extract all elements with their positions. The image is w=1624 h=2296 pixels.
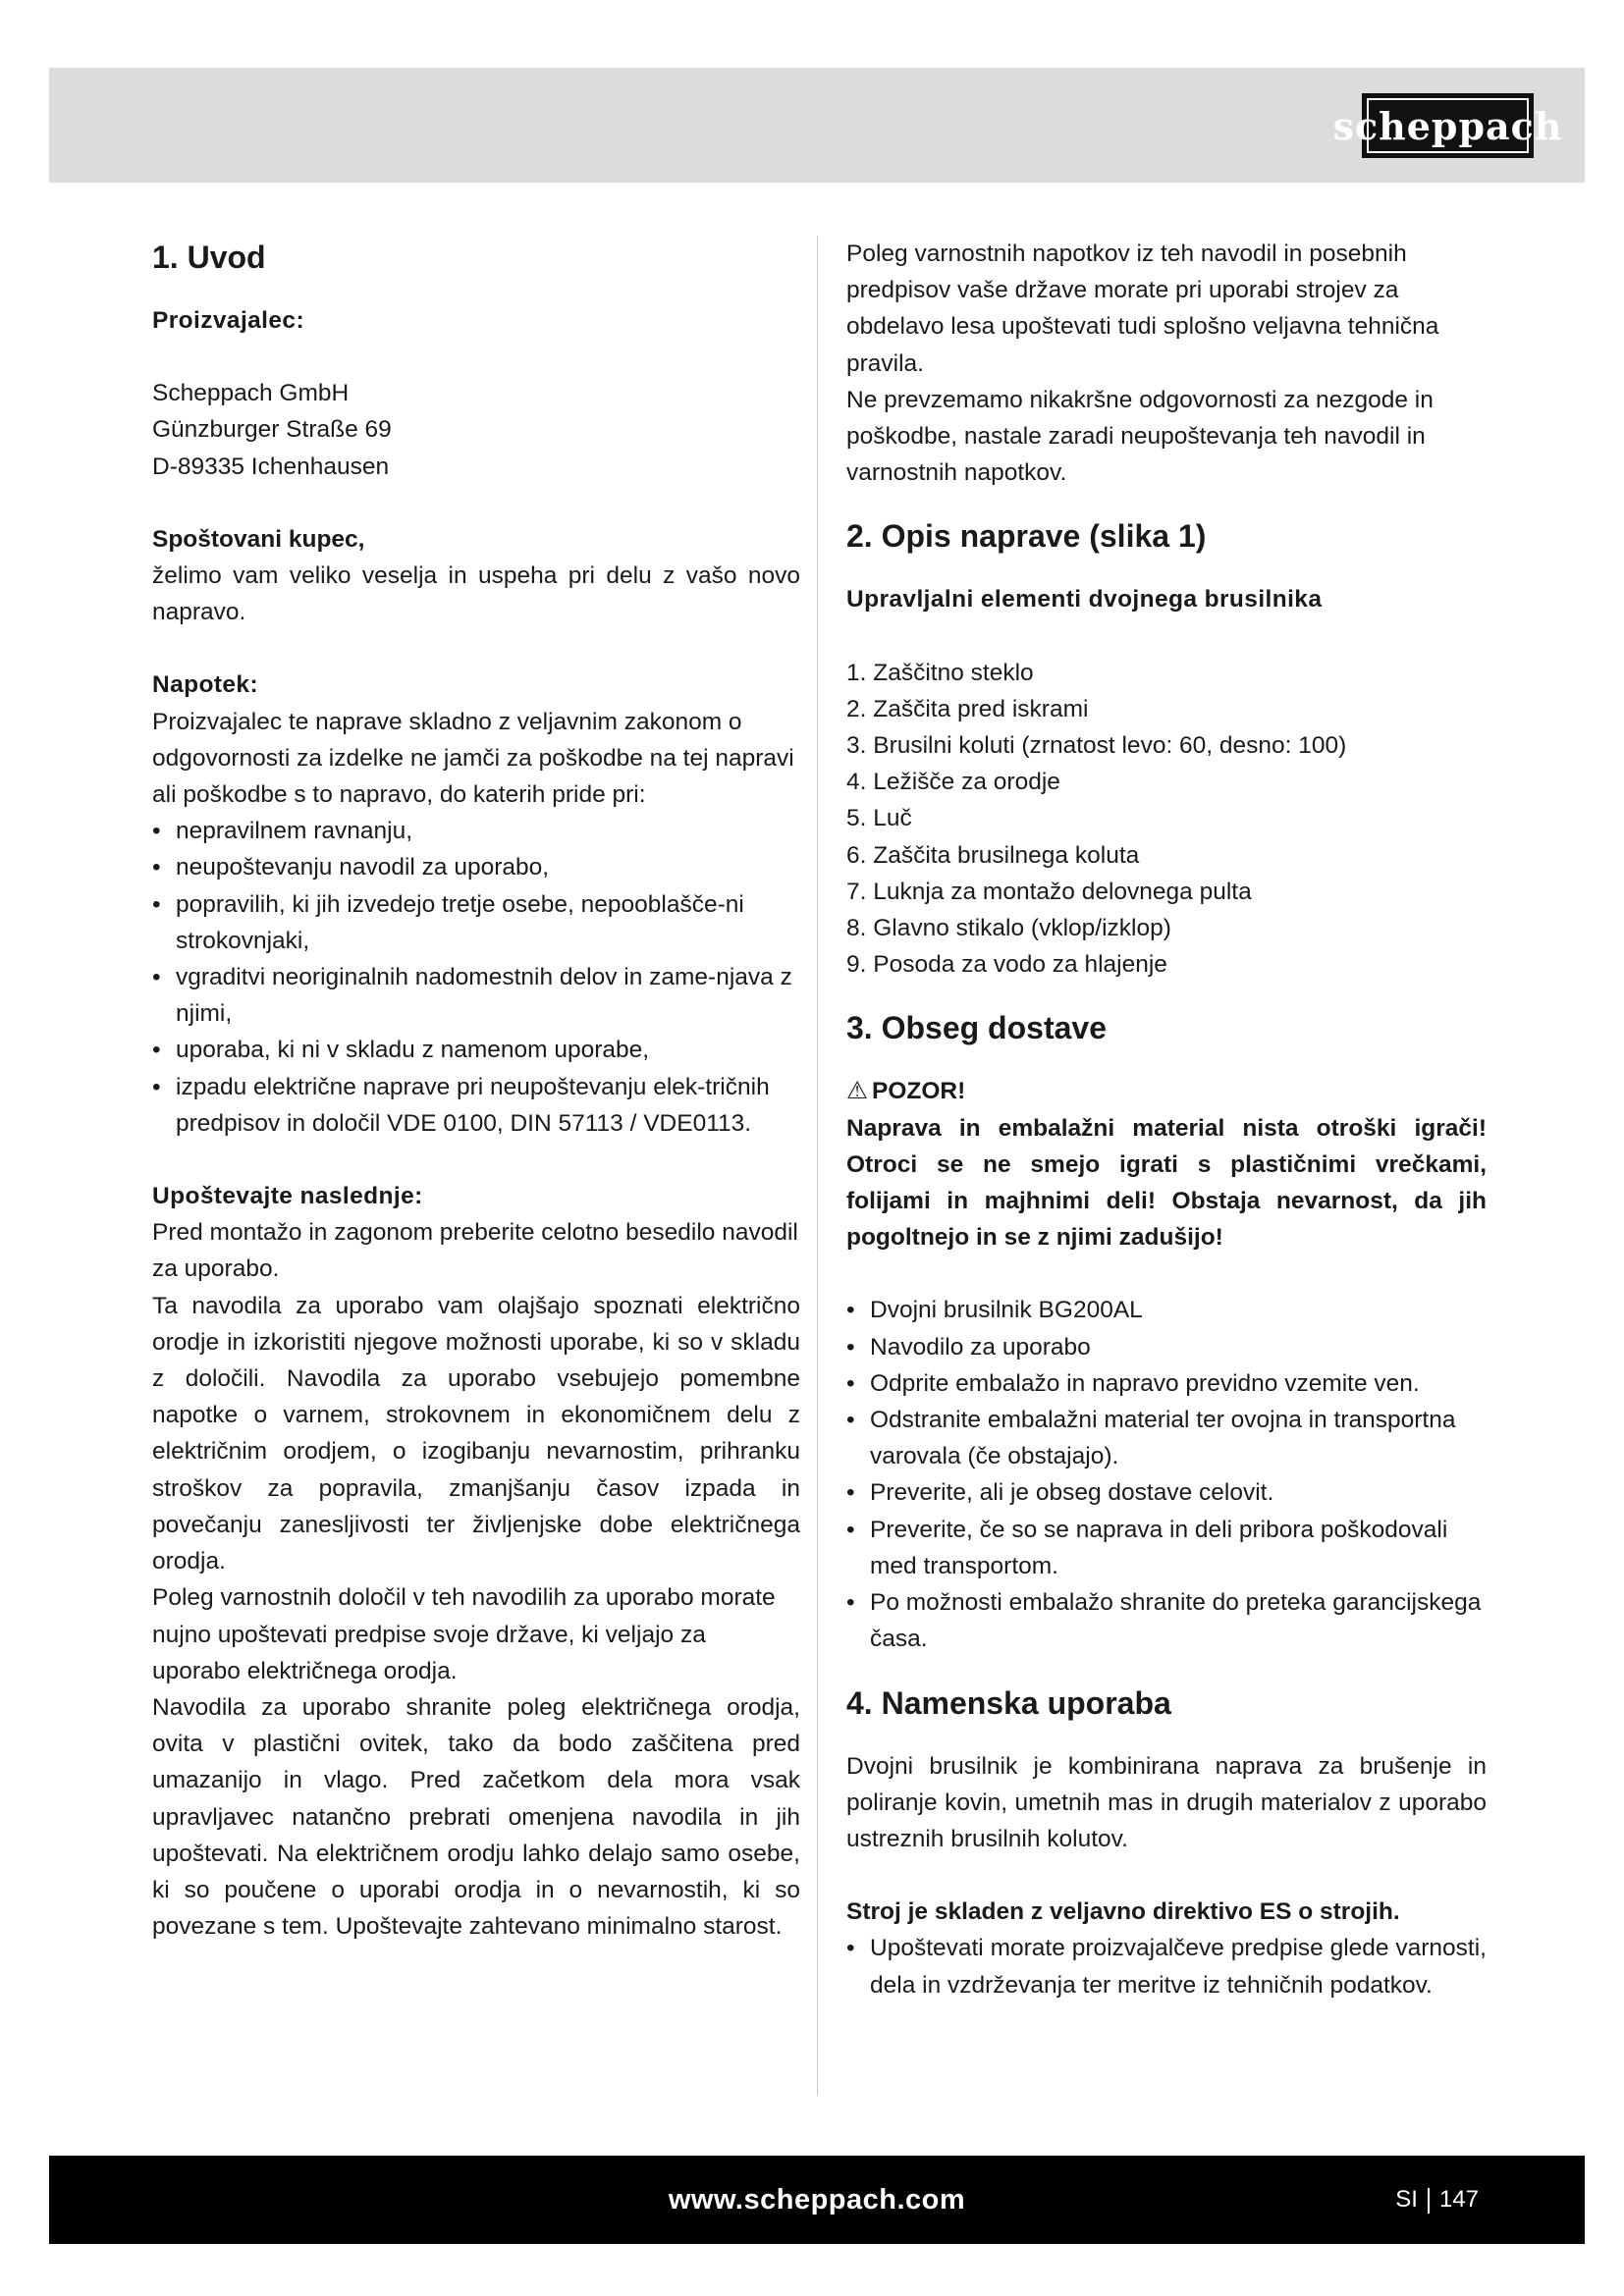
observe-paragraph: Navodila za uporabo shranite poleg električnega orodja, ovita v plastični ovitek, tako da bodo zaščitena pred umazanijo in vlago. Pred začetkom dela mora vsak upravljavec natančno prebrati omenjena navodila in jih upoštevati. Na električnem orodju lahko delajo samo osebe, ki so poučene o uporabi orodja in o nevarnostih, ki so povezane s tem. Upoštevajte zahtevano minimalno starost. xyxy=(152,1693,800,1941)
list-item: • vgraditvi neoriginalnih nadomestnih delov in zame-njava z njimi, xyxy=(152,959,800,1032)
list-item: • nepravilnem ravnanju, xyxy=(152,813,800,849)
right-column xyxy=(846,236,1487,2003)
warning-text: Naprava in embalažni material nista otroški igrači! Otroci se ne smejo igrati s plastičnimi vrečkami, folijami in majhnimi deli! Obstaja nevarnost, da jih pogoltnejo in se z njimi zadušijo! xyxy=(846,1114,1487,1252)
list-item: • Preverite, če so se naprava in deli pribora poškodovali med transportom. xyxy=(846,1512,1487,1584)
list-item: • Odstranite embalažni material ter ovojna in transportna varovala (če obstajajo). xyxy=(846,1402,1487,1474)
list-item: • Navodilo za uporabo xyxy=(846,1329,1487,1365)
observe-paragraph: Poleg varnostnih določil v teh navodilih za uporabo morate nujno upoštevati predpise svoje države, ki veljajo za uporabo električnega orodja. xyxy=(152,1584,776,1684)
warning-heading xyxy=(846,1073,1487,1109)
list-item: 2. Zaščita pred iskrami xyxy=(846,695,1089,722)
list-item: 1. Zaščitno steklo xyxy=(846,659,1034,686)
page-number-value: 147 xyxy=(1438,2186,1479,2213)
list-item: 7. Luknja za montažo delovnega pulta xyxy=(846,878,1252,905)
note-list xyxy=(152,813,800,1142)
observe-paragraph: Pred montažo in zagonom preberite celotno besedilo navodil za uporabo. xyxy=(152,1219,798,1283)
list-item: 6. Zaščita brusilnega koluta xyxy=(846,841,1140,869)
list-item: • neupoštevanju navodil za uporabo, xyxy=(152,849,800,885)
list-item: • popravilih, ki jih izvedejo tretje osebe, nepooblašče-ni strokovnjaki, xyxy=(152,886,800,959)
list-item: • Upoštevati morate proizvajalčeve predpise glede varnosti, dela in vzdrževanja ter meritve iz tehničnih podatkov. xyxy=(846,1930,1487,2002)
use-text: Dvojni brusilnik je kombinirana naprava za brušenje in poliranje kovin, umetnih mas in drugih materialov z uporabo ustreznih brusilnih kolutov. xyxy=(846,1752,1487,1852)
warning-label: POZOR! xyxy=(872,1078,966,1105)
section-heading-description: 2. Opis naprave (slika 1) xyxy=(846,518,1207,555)
address-line: Scheppach GmbH xyxy=(152,380,350,407)
left-column xyxy=(152,236,800,1945)
directive-title: Stroj je skladen z veljavno direktivo ES o strojih. xyxy=(846,1898,1400,1926)
directive-list xyxy=(846,1930,1487,2002)
note-title: Napotek: xyxy=(152,671,259,699)
warning-triangle-icon: ⚠ xyxy=(846,1078,868,1105)
scheppach-logo: scheppach xyxy=(1362,93,1534,158)
separator xyxy=(1428,2188,1430,2214)
section-heading-delivery: 3. Obseg dostave xyxy=(846,1010,1107,1046)
list-item: • izpadu električne naprave pri neupoštevanju elek-tričnih predpisov in določil VDE 0100, DIN 57113 / VDE0113. xyxy=(152,1069,800,1142)
list-item: • Dvojni brusilnik BG200AL xyxy=(846,1292,1487,1328)
controls-title: Upravljalni elementi dvojnega brusilnika xyxy=(846,586,1323,614)
list-item: 9. Posoda za vodo za hlajenje xyxy=(846,951,1167,979)
list-item: 3. Brusilni koluti (zrnatost levo: 60, desno: 100) xyxy=(846,732,1347,760)
intro-paragraph: Ne prevzemamo nikakršne odgovornosti za nezgode in poškodbe, nastale zaradi neupoštevanja teh navodil in varnostnih napotkov. xyxy=(846,386,1434,487)
section-heading-intended-use: 4. Namenska uporaba xyxy=(846,1684,1171,1721)
greeting-title: Spoštovani kupec, xyxy=(152,525,365,553)
address-line: Günzburger Straße 69 xyxy=(152,416,392,444)
language-code: SI xyxy=(1395,2186,1418,2213)
controls-list xyxy=(846,655,1487,984)
list-item: 4. Ležišče za orodje xyxy=(846,769,1060,796)
observe-paragraph: Ta navodila za uporabo vam olajšajo spoznati električno orodje in izkoristiti njegove možnosti uporabe, ki so v skladu z določili. Navodila za uporabo vsebujejo pomembne napotke o varnem, strokovnem in ekonomičnem delu z električnim orodjem, o izogibanju nevarnostim, prihranku stroškov za popravila, zmanjšanju časov izpada in povečanju zanesljivosti ter življenjske dobe električnega orodja. xyxy=(152,1292,800,1575)
list-item: • Preverite, ali je obseg dostave celovit. xyxy=(846,1474,1487,1511)
list-item: 8. Glavno stikalo (vklop/izklop) xyxy=(846,915,1171,942)
header-band xyxy=(49,68,1585,183)
list-item: • Odprite embalažo in napravo previdno vzemite ven. xyxy=(846,1365,1487,1402)
address-line: D-89335 Ichenhausen xyxy=(152,453,390,480)
observe-title: Upoštevajte naslednje: xyxy=(152,1183,423,1210)
list-item: • Po možnosti embalažo shranite do preteka garancijskega časa. xyxy=(846,1584,1487,1657)
section-heading-intro: 1. Uvod xyxy=(152,240,266,275)
manufacturer-label: Proizvajalec: xyxy=(152,307,304,334)
intro-paragraph: Poleg varnostnih napotkov iz teh navodil in posebnih predpisov vaše države morate pri uporabi strojev za obdelavo lesa upoštevati tudi splošno veljavna tehnična pravila. xyxy=(846,240,1439,377)
note-text: Proizvajalec te naprave skladno z veljavnim zakonom o odgovornosti za izdelke ne jamči za poškodbe na tej napravi ali poškodbe s to napravo, do katerih pride pri: xyxy=(152,708,794,809)
column-divider xyxy=(817,236,818,2096)
footer-band xyxy=(49,2156,1585,2244)
delivery-list xyxy=(846,1292,1487,1657)
page-number xyxy=(1395,2156,1479,2244)
list-item: 5. Luč xyxy=(846,805,912,832)
footer-website-link[interactable]: www.scheppach.com xyxy=(668,2184,966,2216)
list-item: • uporaba, ki ni v skladu z namenom uporabe, xyxy=(152,1032,800,1068)
greeting-text: želimo vam veliko veselja in uspeha pri delu z vašo novo napravo. xyxy=(152,562,800,626)
